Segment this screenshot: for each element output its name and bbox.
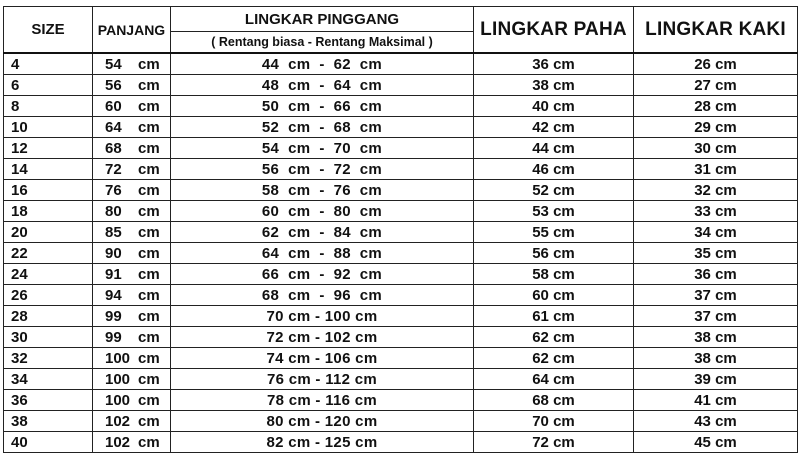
cell-lingkar-pinggang (171, 117, 474, 138)
lingkar-pinggang-range: 82 cm - 125 cm (266, 433, 378, 451)
cell-lingkar-paha: 44 cm (474, 138, 634, 159)
cell-size: 6 (4, 75, 93, 96)
cell-lingkar-pinggang (171, 159, 474, 180)
panjang-value: 54 (105, 55, 122, 73)
cell-lingkar-pinggang (171, 180, 474, 201)
table-row (4, 75, 798, 96)
lingkar-pinggang-range: 48 cm - 64 cm (261, 76, 383, 94)
lingkar-pinggang-range: 62 cm - 84 cm (261, 223, 383, 241)
panjang-value: 91 (105, 265, 122, 283)
cell-lingkar-pinggang (171, 222, 474, 243)
cell-lingkar-paha: 53 cm (474, 201, 634, 222)
panjang-value: 99 (105, 307, 122, 325)
panjang-unit: cm (138, 76, 160, 94)
cell-panjang (93, 390, 171, 411)
cell-lingkar-paha: 58 cm (474, 264, 634, 285)
cell-lingkar-pinggang (171, 327, 474, 348)
panjang-unit: cm (138, 118, 160, 136)
lingkar-pinggang-range: 66 cm - 92 cm (261, 265, 383, 283)
cell-panjang (93, 138, 171, 159)
cell-panjang (93, 369, 171, 390)
cell-lingkar-kaki: 38 cm (634, 327, 798, 348)
lingkar-pinggang-range: 70 cm - 100 cm (266, 307, 378, 325)
panjang-unit: cm (138, 55, 160, 73)
header-panjang: PANJANG (93, 7, 171, 54)
lingkar-pinggang-range: 68 cm - 96 cm (261, 286, 383, 304)
lingkar-pinggang-range: 78 cm - 116 cm (266, 391, 378, 409)
panjang-value: 100 (105, 349, 131, 367)
cell-lingkar-paha: 38 cm (474, 75, 634, 96)
cell-panjang (93, 327, 171, 348)
panjang-unit: cm (138, 391, 160, 409)
table-row (4, 53, 798, 75)
table-row (4, 306, 798, 327)
panjang-unit: cm (138, 181, 160, 199)
lingkar-pinggang-range: 60 cm - 80 cm (261, 202, 383, 220)
cell-lingkar-pinggang (171, 75, 474, 96)
cell-lingkar-pinggang (171, 432, 474, 453)
cell-lingkar-pinggang (171, 411, 474, 432)
cell-panjang (93, 222, 171, 243)
cell-panjang (93, 96, 171, 117)
cell-lingkar-paha: 40 cm (474, 96, 634, 117)
panjang-value: 80 (105, 202, 122, 220)
table-row (4, 201, 798, 222)
cell-size: 32 (4, 348, 93, 369)
cell-lingkar-pinggang (171, 348, 474, 369)
cell-lingkar-paha: 68 cm (474, 390, 634, 411)
panjang-unit: cm (138, 160, 160, 178)
lingkar-pinggang-range: 58 cm - 76 cm (261, 181, 383, 199)
lingkar-pinggang-range: 54 cm - 70 cm (261, 139, 383, 157)
lingkar-pinggang-range: 72 cm - 102 cm (266, 328, 378, 346)
cell-lingkar-kaki: 38 cm (634, 348, 798, 369)
table-row (4, 327, 798, 348)
cell-lingkar-paha: 60 cm (474, 285, 634, 306)
cell-panjang (93, 53, 171, 75)
cell-lingkar-paha: 55 cm (474, 222, 634, 243)
cell-lingkar-kaki: 45 cm (634, 432, 798, 453)
cell-panjang (93, 411, 171, 432)
cell-lingkar-paha: 36 cm (474, 53, 634, 75)
table-row (4, 348, 798, 369)
cell-lingkar-kaki: 27 cm (634, 75, 798, 96)
cell-panjang (93, 75, 171, 96)
lingkar-pinggang-range: 44 cm - 62 cm (261, 55, 383, 73)
header-lingkar-paha: LINGKAR PAHA (474, 7, 634, 54)
cell-size: 16 (4, 180, 93, 201)
panjang-value: 100 (105, 391, 131, 409)
cell-panjang (93, 243, 171, 264)
table-row (4, 96, 798, 117)
header-lingkar-pinggang-sub: ( Rentang biasa - Rentang Maksimal ) (171, 32, 474, 54)
table-row (4, 222, 798, 243)
cell-lingkar-kaki: 28 cm (634, 96, 798, 117)
cell-lingkar-kaki: 26 cm (634, 53, 798, 75)
panjang-value: 56 (105, 76, 122, 94)
table-row (4, 180, 798, 201)
cell-lingkar-pinggang (171, 53, 474, 75)
size-table (3, 6, 798, 453)
panjang-value: 72 (105, 160, 122, 178)
cell-panjang (93, 117, 171, 138)
cell-lingkar-kaki: 35 cm (634, 243, 798, 264)
panjang-unit: cm (138, 433, 160, 451)
cell-size: 38 (4, 411, 93, 432)
panjang-unit: cm (138, 328, 160, 346)
cell-size: 40 (4, 432, 93, 453)
table-row (4, 285, 798, 306)
cell-size: 26 (4, 285, 93, 306)
cell-lingkar-paha: 52 cm (474, 180, 634, 201)
lingkar-pinggang-range: 64 cm - 88 cm (261, 244, 383, 262)
lingkar-pinggang-range: 80 cm - 120 cm (266, 412, 378, 430)
cell-lingkar-paha: 56 cm (474, 243, 634, 264)
cell-size: 24 (4, 264, 93, 285)
panjang-value: 99 (105, 328, 122, 346)
cell-size: 20 (4, 222, 93, 243)
panjang-value: 102 (105, 433, 131, 451)
panjang-unit: cm (138, 97, 160, 115)
cell-lingkar-kaki: 37 cm (634, 306, 798, 327)
cell-lingkar-paha: 42 cm (474, 117, 634, 138)
cell-lingkar-pinggang (171, 138, 474, 159)
panjang-unit: cm (138, 139, 160, 157)
cell-lingkar-pinggang (171, 96, 474, 117)
cell-lingkar-pinggang (171, 390, 474, 411)
cell-lingkar-paha: 70 cm (474, 411, 634, 432)
cell-panjang (93, 264, 171, 285)
panjang-value: 64 (105, 118, 122, 136)
panjang-value: 102 (105, 412, 131, 430)
panjang-value: 76 (105, 181, 122, 199)
cell-lingkar-kaki: 29 cm (634, 117, 798, 138)
cell-panjang (93, 348, 171, 369)
cell-panjang (93, 180, 171, 201)
table-row (4, 117, 798, 138)
panjang-value: 85 (105, 223, 122, 241)
table-row (4, 264, 798, 285)
table-row (4, 138, 798, 159)
panjang-value: 60 (105, 97, 122, 115)
lingkar-pinggang-range: 56 cm - 72 cm (261, 160, 383, 178)
header-lingkar-pinggang: LINGKAR PINGGANG (171, 7, 474, 32)
cell-panjang (93, 432, 171, 453)
panjang-unit: cm (138, 412, 160, 430)
cell-lingkar-pinggang (171, 306, 474, 327)
cell-size: 28 (4, 306, 93, 327)
cell-panjang (93, 201, 171, 222)
panjang-unit: cm (138, 286, 160, 304)
cell-panjang (93, 285, 171, 306)
cell-lingkar-kaki: 43 cm (634, 411, 798, 432)
header-size: SIZE (4, 7, 93, 54)
cell-lingkar-kaki: 32 cm (634, 180, 798, 201)
size-rows (4, 53, 798, 453)
cell-size: 30 (4, 327, 93, 348)
panjang-unit: cm (138, 307, 160, 325)
lingkar-pinggang-range: 76 cm - 112 cm (266, 370, 378, 388)
table-row (4, 390, 798, 411)
cell-panjang (93, 159, 171, 180)
cell-panjang (93, 306, 171, 327)
cell-lingkar-kaki: 31 cm (634, 159, 798, 180)
lingkar-pinggang-range: 74 cm - 106 cm (266, 349, 378, 367)
cell-size: 36 (4, 390, 93, 411)
cell-lingkar-paha: 62 cm (474, 348, 634, 369)
cell-lingkar-pinggang (171, 369, 474, 390)
cell-size: 10 (4, 117, 93, 138)
cell-size: 22 (4, 243, 93, 264)
cell-lingkar-paha: 46 cm (474, 159, 634, 180)
panjang-unit: cm (138, 370, 160, 388)
cell-lingkar-paha: 62 cm (474, 327, 634, 348)
lingkar-pinggang-range: 50 cm - 66 cm (261, 97, 383, 115)
cell-size: 12 (4, 138, 93, 159)
panjang-value: 100 (105, 370, 131, 388)
cell-size: 34 (4, 369, 93, 390)
cell-lingkar-pinggang (171, 285, 474, 306)
cell-size: 8 (4, 96, 93, 117)
panjang-unit: cm (138, 223, 160, 241)
cell-lingkar-kaki: 30 cm (634, 138, 798, 159)
cell-lingkar-kaki: 34 cm (634, 222, 798, 243)
cell-lingkar-paha: 61 cm (474, 306, 634, 327)
cell-lingkar-pinggang (171, 243, 474, 264)
panjang-value: 90 (105, 244, 122, 262)
cell-lingkar-paha: 64 cm (474, 369, 634, 390)
cell-lingkar-kaki: 33 cm (634, 201, 798, 222)
cell-lingkar-pinggang (171, 264, 474, 285)
cell-lingkar-kaki: 39 cm (634, 369, 798, 390)
table-row (4, 243, 798, 264)
cell-lingkar-kaki: 37 cm (634, 285, 798, 306)
table-row (4, 411, 798, 432)
panjang-value: 94 (105, 286, 122, 304)
panjang-unit: cm (138, 265, 160, 283)
table-row (4, 159, 798, 180)
cell-size: 18 (4, 201, 93, 222)
panjang-value: 68 (105, 139, 122, 157)
cell-lingkar-paha: 72 cm (474, 432, 634, 453)
cell-lingkar-pinggang (171, 201, 474, 222)
cell-size: 4 (4, 53, 93, 75)
table-row (4, 432, 798, 453)
panjang-unit: cm (138, 349, 160, 367)
cell-lingkar-kaki: 41 cm (634, 390, 798, 411)
panjang-unit: cm (138, 202, 160, 220)
header-lingkar-kaki: LINGKAR KAKI (634, 7, 798, 54)
table-row (4, 369, 798, 390)
panjang-unit: cm (138, 244, 160, 262)
cell-lingkar-kaki: 36 cm (634, 264, 798, 285)
cell-size: 14 (4, 159, 93, 180)
lingkar-pinggang-range: 52 cm - 68 cm (261, 118, 383, 136)
